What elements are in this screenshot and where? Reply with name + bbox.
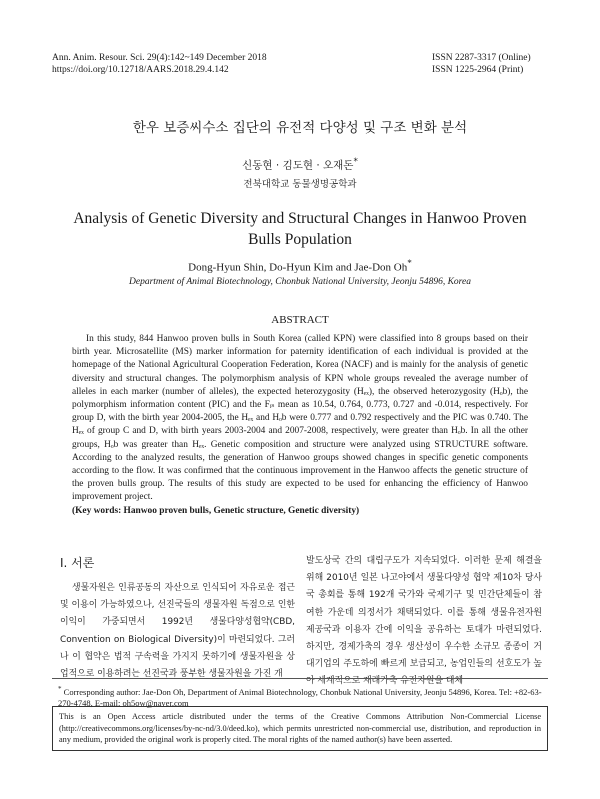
korean-authors — [0, 157, 600, 173]
korean-title: 한우 보증씨수소 집단의 유전적 다양성 및 구조 변화 분석 — [132, 120, 468, 136]
issn-block — [432, 52, 531, 76]
issn-print: ISSN 1225-2964 (Print) — [432, 65, 524, 75]
abstract-body — [72, 333, 528, 518]
section-heading: Ⅰ. 서론 — [60, 556, 95, 570]
english-title: Analysis of Genetic Diversity and Structural Changes in Hanwoo Proven Bulls Population — [73, 210, 527, 248]
footnote-text: Corresponding author: Jae-Don Oh, Department of Animal Biotechnology, Chonbuk National University, Jeonju 54896, Korea. Tel: +82-63-270-4748, E-mail: oh5ow@naver.com — [58, 686, 542, 709]
intro-right-column: 발도상국 간의 대립구도가 지속되었다. 이러한 문제 해결을 위해 2010년 일본 나고야에서 생물다양성 협약 제10차 당사국 총회를 통해 192개 국가와 국제기구 및 민간단체들이 참여한 가운데 의정서가 채택되었다. 이를 통해 생물유전자원 제공국과 이용자 간에 이익을 공유하는 토대가 마련되었다. 하지만, 경제가축의 경우 생산성이 우수한 소규모 종종이 거대기업의 주도하에 빠르게 보급되고, 농업인들의 선호도가 높아 세계적으로 재래가축 유전자원을 대체 — [306, 556, 542, 687]
english-affiliation: Department of Animal Biotechnology, Chonbuk National University, Jeonju 54896, Korea — [129, 277, 471, 287]
keywords: (Key words: Hanwoo proven bulls, Genetic structure, Genetic diversity) — [72, 505, 360, 516]
abstract-heading: ABSTRACT — [271, 314, 329, 326]
english-authors — [0, 258, 600, 274]
korean-corresponding-mark: * — [353, 157, 358, 167]
open-access-notice: This is an Open Access article distributed under the terms of the Creative Commons Attribution Non-Commercial License (http://creativecommons.org/licenses/by-nc-nd/3.0/deed.ko), which permits unrestricted non-commercial use, distribution, and reproduction in any medium, provided the original work is properly cited. The moral rights of the named author(s) have been asserted. — [52, 706, 548, 751]
abstract-text: In this study, 844 Hanwoo proven bulls in South Korea (called KPN) were classified into 8 groups based on their birth year. Microsatellite (MS) marker information for paternity identification of each individual is provided at the homepage of the National Agricultural Cooperation Federation, Korea (NACF) and is mainly for the analysis of genetic diversity and structural changes. The polymorphism analysis of KPN whole groups revealed the average number of alleles in each marker (number of alleles), the expected heterozygosity (Hₑₓ), the observed heterozygosity (Hₒb), the polymorphism information content (PIC) and the Fᵢₛ mean as 10.54, 0.764, 0.773, 0.727 and -0.014, respectively. For group D, with the birth year 2004-2005, the Hₑₓ and Hₒb were 0.777 and 0.792 respectively and the PIC was 0.740. The Hₑₓ of group C and D, with birth years 2003-2004 and 2007-2008, respectively, were greater than Hₒb. In all the other groups, Hₒb was greater than Hₑₓ. Genetic composition and structure were analyzed using STRUCTURE software. According to the analyzed results, the generation of Hanwoo groups showed changes in specific genetic components according to the flow. It was confirmed that the continuous improvement in the Hanwoo affects the genetic structure of the proven bulls group. The results of this study are expected to be used for enhancing the efficiency of Hanwoo improvement project. — [72, 334, 528, 503]
journal-header — [52, 52, 267, 76]
korean-affiliation: 전북대학교 동물생명공학과 — [243, 179, 357, 190]
korean-author-names: 신동현 · 김도현 · 오재돈 — [242, 159, 354, 172]
footnote-divider — [52, 678, 548, 679]
footnote-mark: * — [58, 685, 62, 693]
intro-left-column — [60, 580, 295, 683]
issn-online: ISSN 2287-3317 (Online) — [432, 53, 531, 63]
doi-link[interactable]: https://doi.org/10.12718/AARS.2018.29.4.142 — [52, 65, 229, 75]
english-author-names: Dong-Hyun Shin, Do-Hyun Kim and Jae-Don Oh — [188, 261, 408, 274]
journal-citation: Ann. Anim. Resour. Sci. 29(4):142~149 December 2018 — [52, 53, 267, 63]
intro-left-text: 생물자원은 인류공동의 자산으로 인식되어 자유로운 접근 및 이용이 가능하였으나, 선진국들의 생물자원 독점으로 인한 이익이 가중되면서 1992년 생물다양성협약(CBD, Convention on Biological Diversity)이 마련되었다. 그러나 이 협약은 법적 구속력을 가지지 못하기에 생물자원을 상업적으로 이용하려는 선진국과 풍부한 생물자원을 가진 개 — [60, 583, 295, 680]
english-corresponding-mark: * — [407, 258, 412, 268]
